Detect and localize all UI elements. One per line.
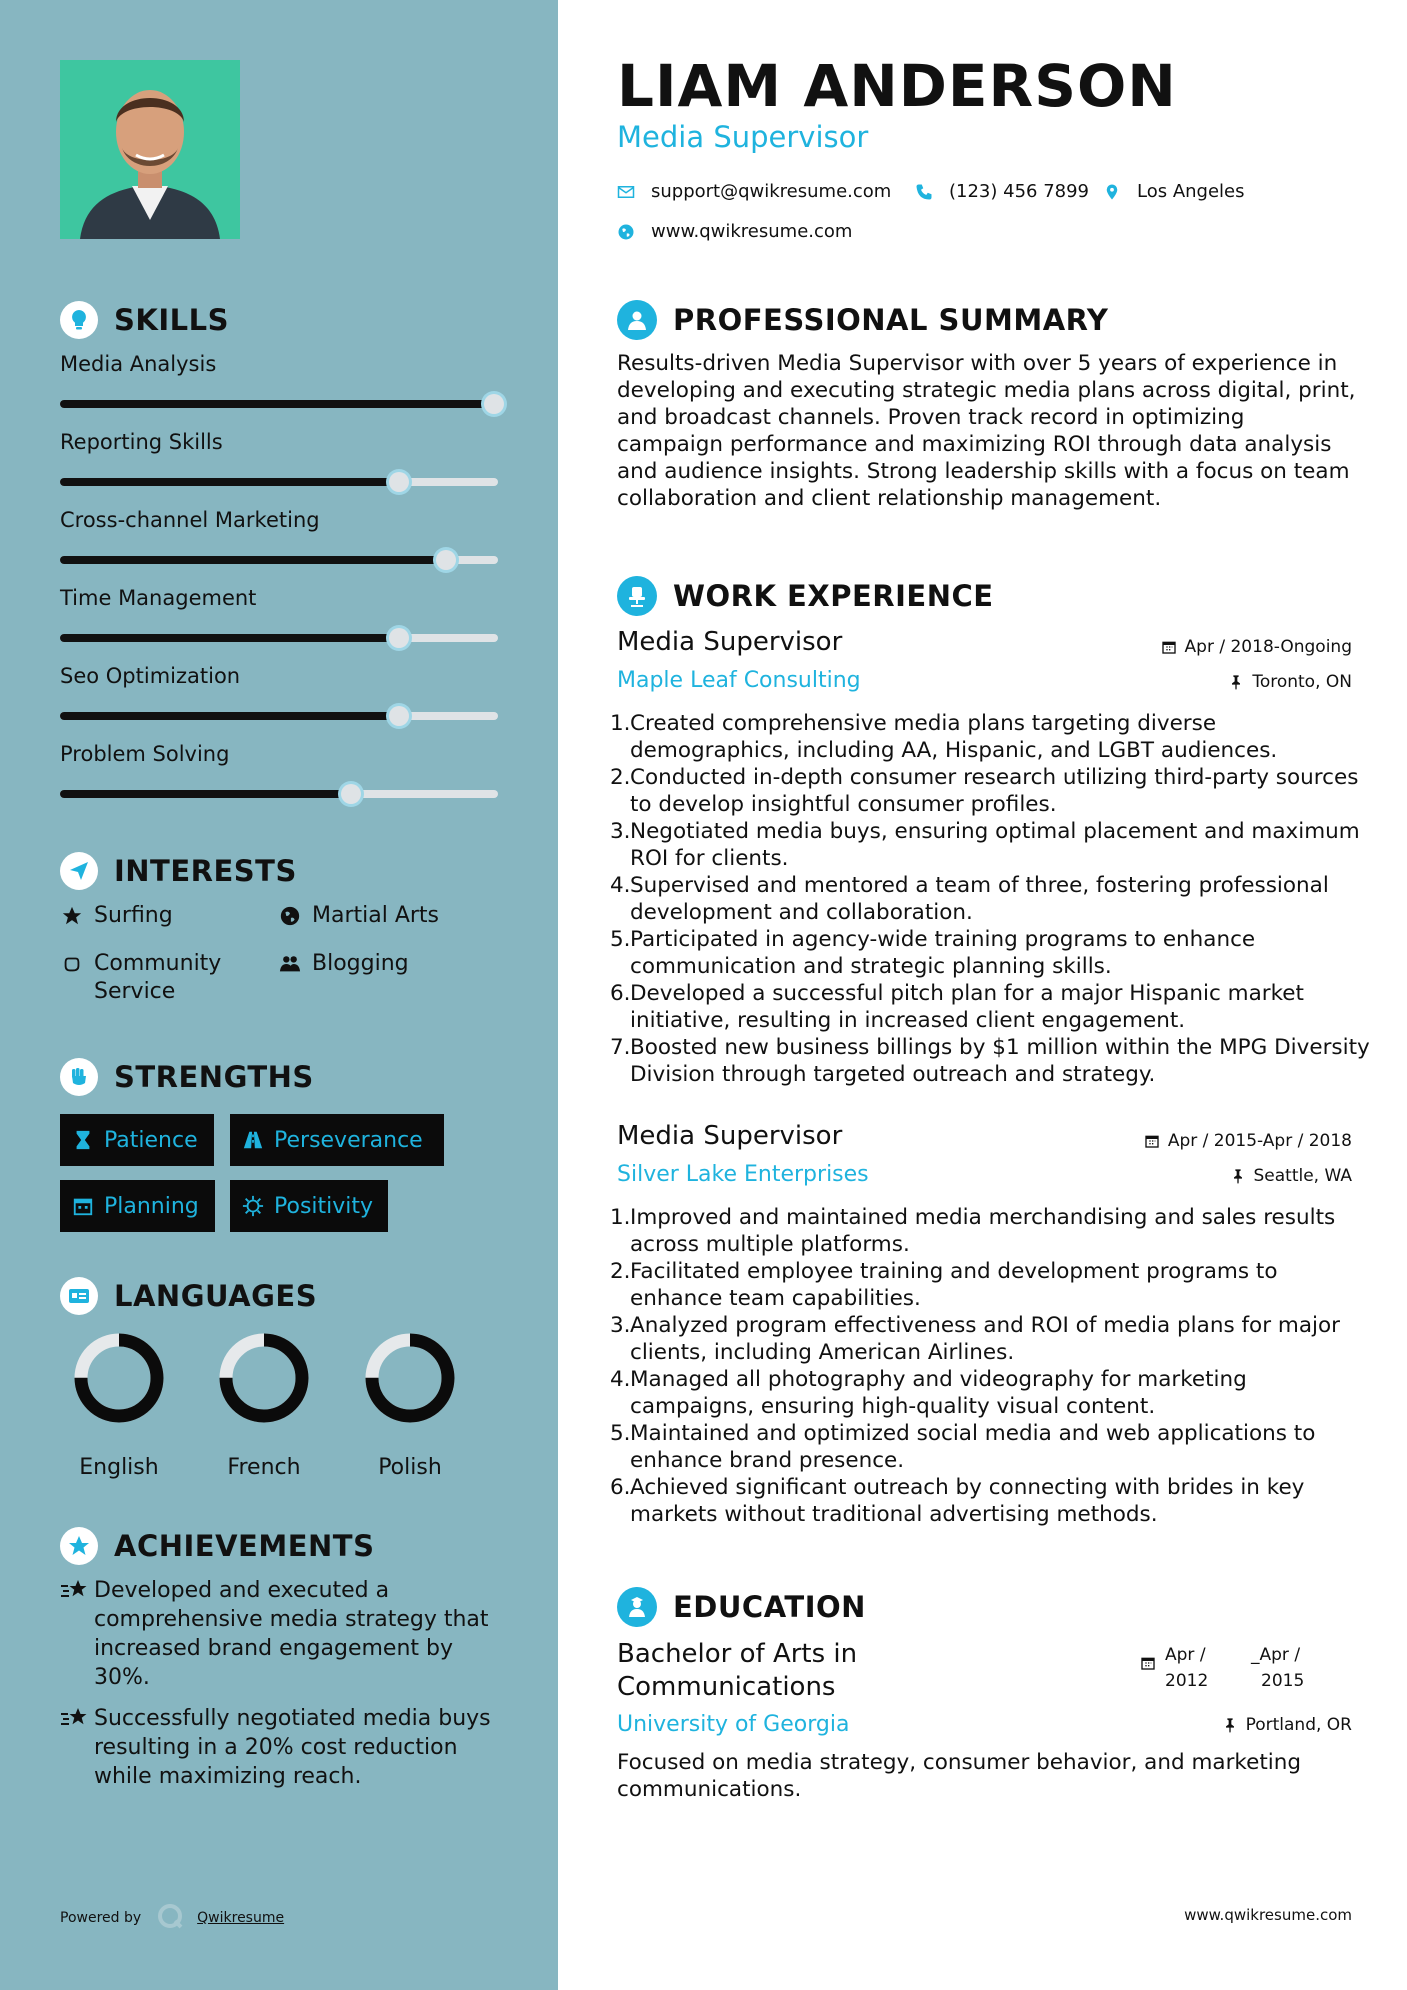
powered-by-label: Powered by — [60, 1910, 142, 1926]
candidate-name: LIAM ANDERSON — [617, 52, 1177, 120]
contact-email[interactable] — [617, 181, 891, 202]
calendar-icon — [1140, 1655, 1156, 1675]
achievement-text: Developed and executed a comprehensive media strategy that increased brand engagement by 30%. — [94, 1578, 489, 1690]
interest-label: Martial Arts — [312, 903, 440, 928]
achievements-title: ACHIEVEMENTS — [114, 1529, 375, 1563]
calendar-icon — [72, 1195, 94, 1217]
skill-knob — [389, 628, 409, 648]
bullet-item: 2. Facilitated employee training and development programs to enhance team capabilities. — [610, 1259, 1278, 1311]
bullet-item: 1. Created comprehensive media plans targeting diverse demographics, including AA, Hispanic, and LGBT audiences. — [610, 711, 1278, 763]
education-title: EDUCATION — [673, 1590, 866, 1624]
job-location — [1228, 672, 1352, 692]
strengths-title: STRENGTHS — [114, 1060, 314, 1094]
strength-badge — [60, 1114, 214, 1166]
shooting-star-icon — [60, 1704, 94, 1791]
achievement-item — [60, 1704, 500, 1791]
bullet-item: 5. Participated in agency-wide training programs to enhance communication and strategic planning skills. — [610, 927, 1256, 979]
skills-header — [60, 301, 229, 339]
pushpin-icon — [1222, 1717, 1238, 1733]
skill-knob — [389, 472, 409, 492]
skill-label: Reporting Skills — [60, 430, 223, 454]
language-ring — [72, 1331, 166, 1425]
skill-bar — [60, 790, 498, 798]
website-text: www.qwikresume.com — [651, 221, 853, 242]
star-badge-icon — [60, 1527, 98, 1565]
bullet-item: 7. Boosted new business billings by $1 million within the MPG Diversity Division through targeted outreach and strategy. — [610, 1035, 1370, 1087]
interest-label: Blogging — [312, 951, 409, 976]
job-location — [1230, 1166, 1353, 1186]
id-card-icon — [60, 1277, 98, 1315]
strength-label: Positivity — [274, 1193, 374, 1219]
qwikresume-link[interactable]: Qwikresume — [197, 1910, 285, 1926]
strength-badge — [230, 1180, 388, 1232]
qwikresume-logo-icon — [157, 1903, 183, 1933]
language-ring — [363, 1331, 457, 1425]
strengths-header — [60, 1058, 314, 1096]
skill-knob — [341, 784, 361, 804]
job-bullets — [610, 1204, 1370, 1528]
language-label: English — [79, 1455, 159, 1480]
user-icon — [617, 300, 657, 340]
interests-title: INTERESTS — [114, 854, 297, 888]
globe-icon — [278, 902, 302, 930]
sun-icon — [242, 1195, 264, 1217]
language-label: French — [227, 1455, 301, 1480]
job-dates-text: Apr / 2018-Ongoing — [1184, 637, 1352, 657]
bullet-item: 4. Supervised and mentored a team of three, fostering professional development and collaboration. — [610, 873, 1329, 925]
globe-icon — [617, 223, 635, 241]
bullet-item: 2. Conducted in-depth consumer research utilizing third-party sources to develop insightful consumer profiles. — [610, 765, 1359, 817]
skill-bar — [60, 712, 498, 720]
paper-plane-icon — [60, 852, 98, 890]
education-start-year: 2012 — [1165, 1671, 1209, 1691]
pushpin-icon — [1230, 1168, 1246, 1184]
interest-label: Surfing — [94, 903, 173, 928]
calendar-icon — [1144, 1133, 1160, 1149]
bullet-item: 3. Analyzed program effectiveness and ROI of media plans for major clients, including American Airlines. — [610, 1313, 1340, 1365]
graduate-icon — [617, 1587, 657, 1627]
education-location — [1222, 1715, 1352, 1735]
company-name: Maple Leaf Consulting — [617, 668, 861, 693]
skill-item — [60, 586, 498, 610]
language-label: Polish — [378, 1455, 442, 1480]
language-item — [216, 1331, 312, 1480]
education-location-text: Portland, OR — [1245, 1715, 1352, 1735]
powered-by — [60, 1903, 284, 1933]
skill-knob — [484, 394, 504, 414]
skills-title: SKILLS — [114, 303, 229, 337]
education-end — [1251, 1642, 1304, 1694]
email-text: support@qwikresume.com — [651, 181, 892, 202]
interest-label: Community Service — [94, 951, 222, 1004]
summary-title: PROFESSIONAL SUMMARY — [673, 303, 1109, 337]
contact-phone[interactable] — [915, 181, 1089, 202]
fist-icon — [60, 1058, 98, 1096]
achievements-header — [60, 1527, 374, 1565]
interest-item — [60, 950, 260, 1006]
contact-location — [1103, 181, 1245, 202]
education-end-year: 2015 — [1261, 1671, 1305, 1691]
interest-item — [278, 950, 409, 978]
language-item — [71, 1331, 167, 1480]
road-icon — [242, 1129, 264, 1151]
education-description: Focused on media strategy, consumer behavior, and marketing communications. — [617, 1750, 1302, 1802]
job-dates — [1161, 637, 1352, 657]
map-pin-icon — [1103, 183, 1121, 201]
phone-text: (123) 456 7899 — [949, 181, 1090, 202]
school-name: University of Georgia — [617, 1712, 850, 1737]
education-start — [1165, 1642, 1208, 1694]
languages-header — [60, 1277, 317, 1315]
skill-item — [60, 742, 498, 766]
job-location-text: Seattle, WA — [1253, 1166, 1352, 1186]
bullet-item: 3. Negotiated media buys, ensuring optimal placement and maximum ROI for clients. — [610, 819, 1360, 871]
interest-item — [60, 902, 173, 930]
skill-bar — [60, 400, 498, 408]
strength-label: Planning — [104, 1193, 199, 1219]
summary-text: Results-driven Media Supervisor with over 5 years of experience in developing and executing strategic media plans across digital, print, and broadcast channels. Proven track record in optimizing campaign performance and maximizing ROI through data analysis and audience insights. Strong leadership skills with a focus on team collaboration and client relationship management. — [617, 351, 1356, 511]
skill-label: Cross-channel Marketing — [60, 508, 320, 532]
job-dates-text: Apr / 2015-Apr / 2018 — [1167, 1131, 1352, 1151]
job-location-text: Toronto, ON — [1252, 672, 1352, 692]
education-header — [617, 1587, 866, 1627]
skill-bar — [60, 556, 498, 564]
strength-label: Patience — [104, 1127, 198, 1153]
interests-header — [60, 852, 297, 890]
contact-website[interactable] — [617, 221, 852, 242]
experience-header — [617, 576, 994, 616]
bullet-item: 5. Maintained and optimized social media and web applications to enhance brand presence. — [610, 1421, 1316, 1473]
achievement-item — [60, 1576, 500, 1692]
job-dates — [1144, 1131, 1352, 1151]
star-icon — [60, 902, 84, 930]
hand-icon — [60, 950, 84, 978]
bullet-item: 6. Achieved significant outreach by connecting with brides in key markets without traditional advertising methods. — [610, 1475, 1305, 1527]
language-ring — [217, 1331, 311, 1425]
education-end-month: _Apr / — [1251, 1645, 1301, 1665]
skill-item — [60, 430, 498, 454]
company-name: Silver Lake Enterprises — [617, 1162, 869, 1187]
shooting-star-icon — [60, 1576, 94, 1692]
interest-item — [278, 902, 439, 930]
bullet-item: 1. Improved and maintained media merchandising and sales results across multiple platforms. — [610, 1205, 1336, 1257]
phone-icon — [915, 183, 933, 201]
skill-label: Time Management — [60, 586, 257, 610]
skill-label: Seo Optimization — [60, 664, 241, 688]
footer-url[interactable]: www.qwikresume.com — [1184, 1906, 1352, 1924]
office-chair-icon — [617, 576, 657, 616]
achievement-text: Successfully negotiated media buys resulting in a 20% cost reduction while maximizing reach. — [94, 1706, 491, 1789]
skill-knob — [436, 550, 456, 570]
users-icon — [278, 950, 302, 978]
degree-name: Bachelor of Arts in Communications — [617, 1639, 858, 1702]
strength-badge — [230, 1114, 444, 1166]
skill-label: Media Analysis — [60, 352, 217, 376]
job-title: Media Supervisor — [617, 120, 869, 154]
language-item — [362, 1331, 458, 1480]
job-role: Media Supervisor — [617, 1121, 843, 1151]
education-start-month: Apr / — [1165, 1645, 1206, 1665]
job-bullets — [610, 710, 1370, 1088]
location-text: Los Angeles — [1137, 181, 1245, 202]
skill-item — [60, 352, 498, 376]
strength-badge — [60, 1180, 215, 1232]
main-content — [558, 0, 1407, 1990]
summary-header — [617, 300, 1108, 340]
bullet-item: 4. Managed all photography and videography for marketing campaigns, ensuring high-quality visual content. — [610, 1367, 1247, 1419]
bullet-item: 6. Developed a successful pitch plan for a major Hispanic market initiative, resulting in increased client engagement. — [610, 981, 1304, 1033]
calendar-icon — [1161, 639, 1177, 655]
hourglass-icon — [72, 1129, 94, 1151]
envelope-icon — [617, 183, 635, 201]
skill-bar — [60, 478, 498, 486]
pushpin-icon — [1228, 674, 1244, 690]
profile-photo — [60, 60, 240, 239]
languages-title: LANGUAGES — [114, 1279, 318, 1313]
sidebar — [0, 0, 558, 1990]
skill-label: Problem Solving — [60, 742, 230, 766]
skill-item — [60, 508, 498, 532]
skill-knob — [389, 706, 409, 726]
experience-title: WORK EXPERIENCE — [673, 579, 994, 613]
skill-item — [60, 664, 498, 688]
lightbulb-icon — [60, 301, 98, 339]
strength-label: Perseverance — [274, 1127, 423, 1153]
job-role: Media Supervisor — [617, 627, 843, 657]
skill-bar — [60, 634, 498, 642]
